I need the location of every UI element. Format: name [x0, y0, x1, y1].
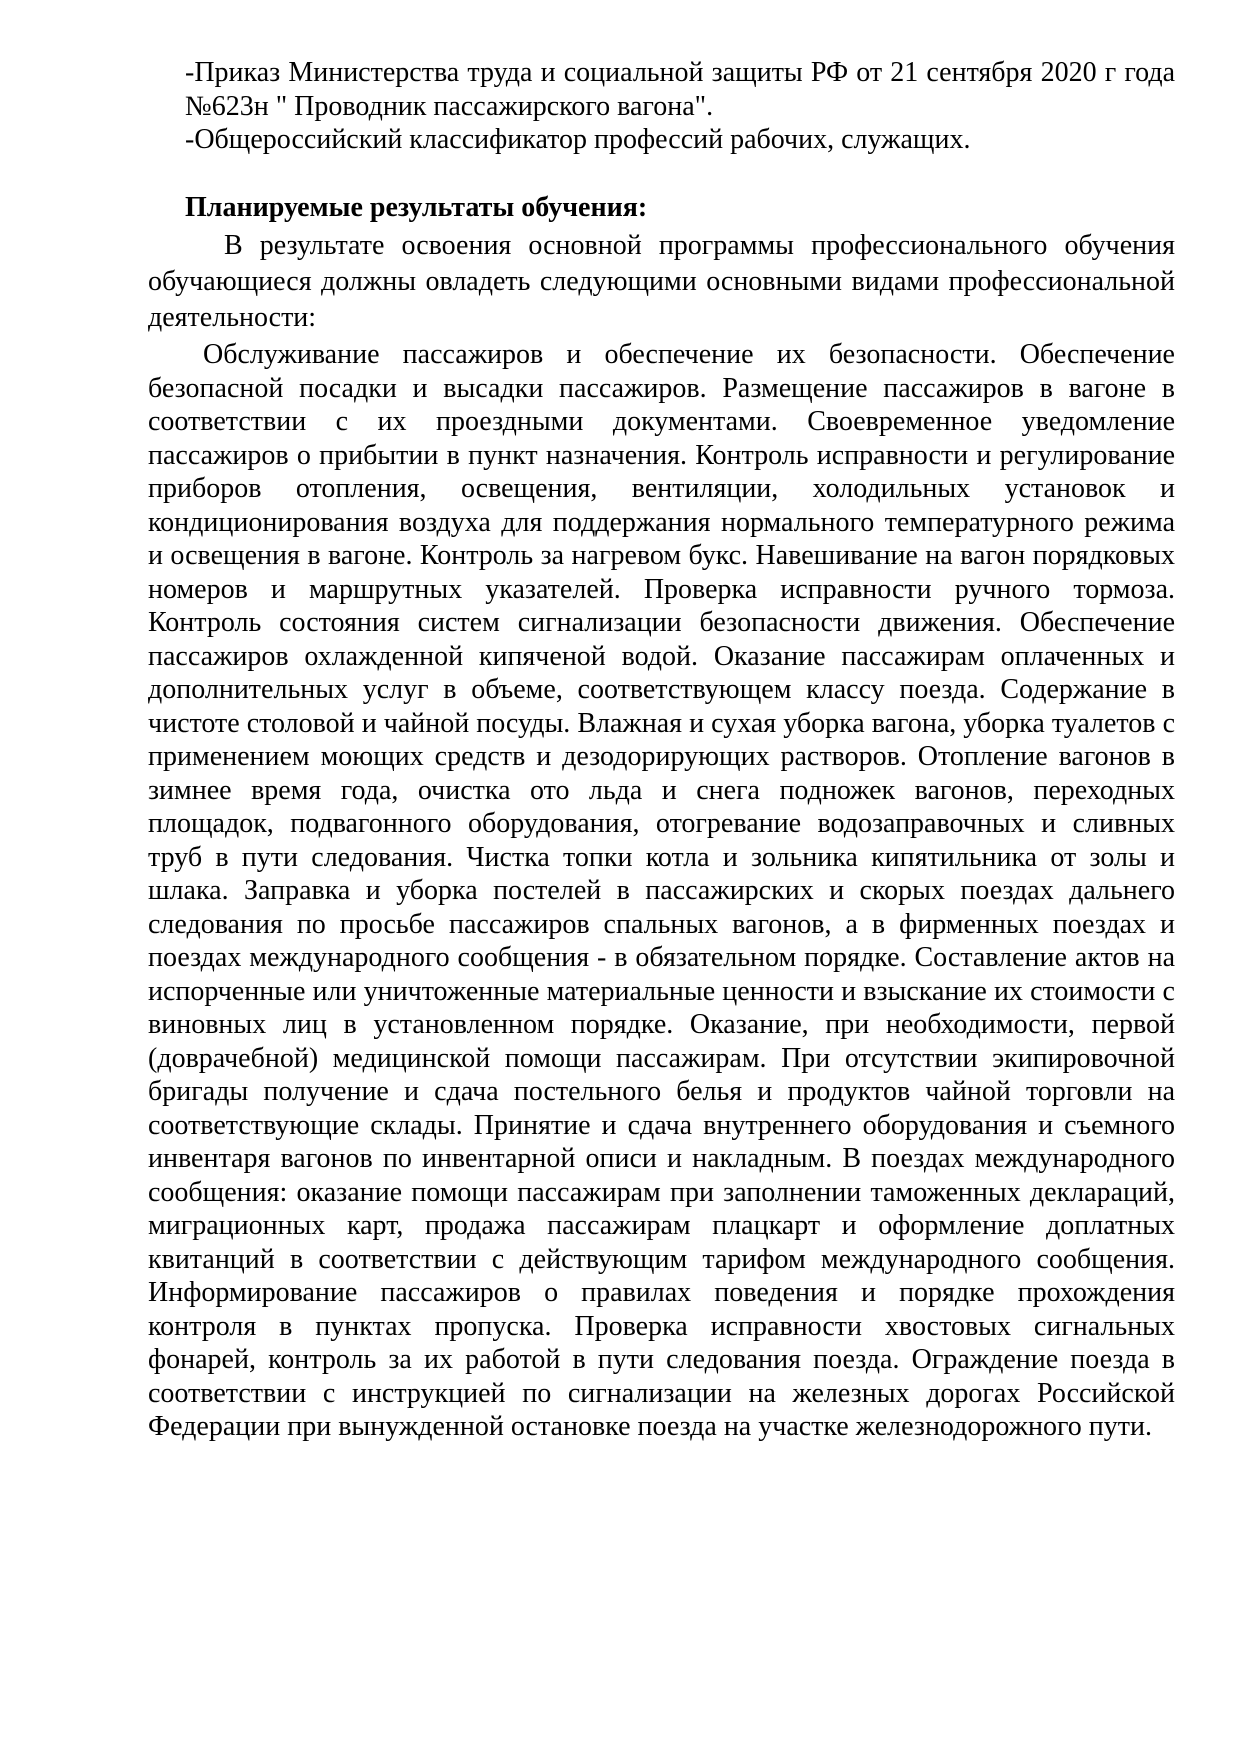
activities-paragraph: Обслуживание пассажиров и обеспечение их безопасности. Обеспечение безопасной посадки и высадки пассажиров. Размещение пассажиров в вагоне в соответствии с их проездными документами. Своевременное уведомление пассажиров о прибытии в пункт назначения. Контроль исправности и регулирование приборов отопления, освещения, вентиляции, холодильных установок и кондиционирования воздуха для поддержания нормального температурного режима и освещения в вагоне. Контроль за нагревом букс. Навешивание на вагон порядковых номеров и маршрутных указателей. Проверка исправности ручного тормоза. Контроль состояния систем сигнализации безопасности движения. Обеспечение пассажиров охлажденной кипяченой водой. Оказание пассажирам оплаченных и дополнительных услуг в объеме, соответствующем классу поезда. Содержание в чистоте столовой и чайной посуды. Влажная и сухая уборка вагона, уборка туалетов с применением моющих средств и дезодорирующих растворов. Отопление вагонов в зимнее время года, очистка ото льда и снега подножек вагонов, переходных площадок, подвагонного оборудования, отогревание водозаправочных и сливных труб в пути следования. Чистка топки котла и зольника кипятильника от золы и шлака. Заправка и уборка постелей в пассажирских и скорых поездах дальнего следования по просьбе пассажиров спальных вагонов, а в фирменных поездах и поездах международного сообщения - в обязательном порядке. Составление актов на испорченные или уничтоженные материальные ценности и взыскание их стоимости с виновных лиц в установленном порядке. Оказание, при необходимости, первой (доврачебной) медицинской помощи пассажирам. При отсутствии экипировочной бригады получение и сдача постельного белья и продуктов чайной торговли на соответствующие склады. Принятие и сдача внутреннего оборудования и съемного инвентаря вагонов по инвентарной описи и накладным. В поездах международного сообщения: оказание помощи пассажирам при заполнении таможенных деклараций, миграционных карт, продажа пассажирам плацкарт и оформление доплатных квитанций в соответствии с действующим тарифом международного сообщения. Информирование пассажиров о правилах поведения и порядке прохождения контроля в пунктах пропуска. Проверка исправности хвостовых сигнальных фонарей, контроль за их работой в пути следования поезда. Ограждение поезда в соответствии с инструкцией по сигнализации на железных дорогах Российской Федерации при вынужденной остановке поезда на участке железнодорожного пути. [148, 339, 1175, 1442]
reference-classifier: -Общероссийский классификатор профессий рабочих, служащих. [185, 124, 971, 155]
references-block [185, 56, 1175, 157]
section-heading: Планируемые результаты обучения: [185, 192, 648, 223]
reference-order: -Приказ Министерства труда и социальной защиты РФ от 21 сентября 2020 г года №623н " Проводник пассажирского вагона". [185, 57, 1175, 122]
intro-paragraph: В результате освоения основной программы профессионального обучения обучающиеся должны овладеть следующими основными видами профессиональной деятельности: [148, 230, 1175, 333]
